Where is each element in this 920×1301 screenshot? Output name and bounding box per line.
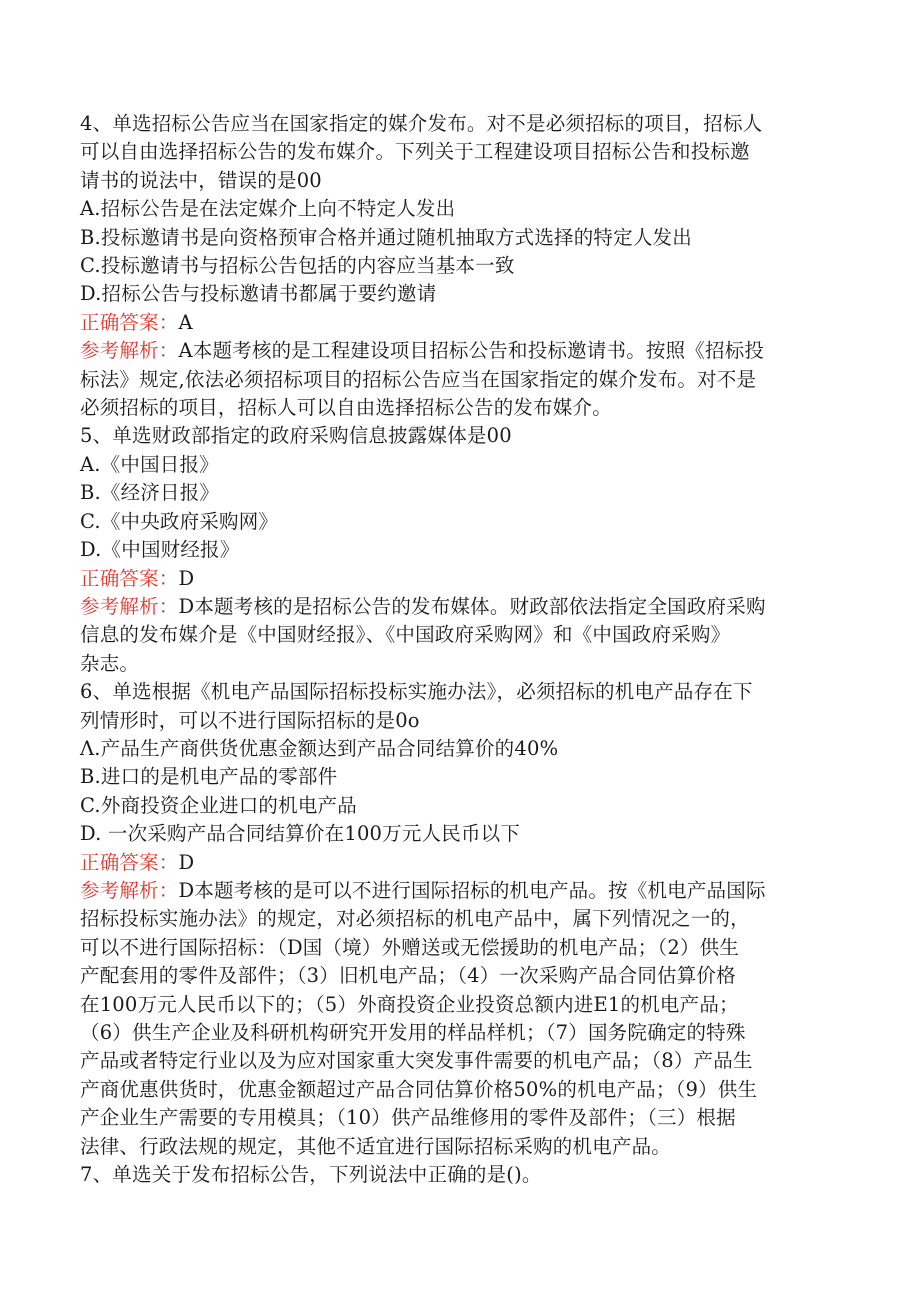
analysis-line: 法律、行政法规的规定，其他不适宜进行国际招标采购的机电产品。 — [80, 1134, 672, 1158]
question-stem-line: 可以自由选择招标公告的发布媒介。下列关于工程建设项目招标公告和投标邀 — [80, 140, 750, 164]
option-b: B.进口的是机电产品的零部件 — [80, 765, 338, 789]
option-b: B.《经济日报》 — [80, 481, 220, 505]
analysis-line: 产商优惠供货时，优惠金额超过产品合同估算价格50%的机电产品；（9）供生 — [80, 1077, 758, 1101]
answer-line — [80, 309, 838, 337]
analysis-line: 产企业生产需要的专用模具；（10）供产品维修用的零件及部件；（三）根据 — [80, 1106, 736, 1130]
option-d: D. 一次采购产品合同结算价在100万元人民币以下 — [80, 822, 521, 846]
option-a: A.招标公告是在法定媒介上向不特定人发出 — [80, 197, 456, 221]
answer-label: 正确答案： — [80, 310, 179, 334]
analysis-line: 产品或者特定行业以及为应对国家重大突发事件需要的机电产品；（8）产品生 — [80, 1049, 753, 1073]
question-5 — [80, 422, 838, 678]
analysis-line: （6）供生产企业及科研机构研究开发用的样品样机；（7）国务院确定的特殊 — [80, 1021, 746, 1044]
analysis-label: 参考解析： — [80, 339, 179, 363]
question-stem-line: 列情形时，可以不进行国际招标的是0o — [80, 708, 420, 732]
option-a: A.《中国日报》 — [80, 452, 219, 476]
analysis-line — [80, 337, 838, 365]
analysis-label: 参考解析： — [80, 594, 179, 618]
answer-value: D — [178, 850, 195, 874]
answer-value: D — [178, 566, 195, 590]
analysis-line: 可以不进行国际招标：（D国（境）外赠送或无偿援助的机电产品；（2）供生 — [80, 935, 740, 959]
option-c: C.投标邀请书与招标公告包括的内容应当基本一致 — [80, 254, 515, 278]
option-d: D.《中国财经报》 — [80, 538, 240, 562]
option-c: C.《中央政府采购网》 — [80, 509, 279, 533]
answer-label: 正确答案： — [80, 850, 179, 874]
analysis-line — [80, 877, 838, 905]
analysis-text: D本题考核的是可以不进行国际招标的机电产品。按《机电产品国际 — [178, 878, 766, 902]
answer-line — [80, 849, 838, 877]
option-d: D.招标公告与投标邀请书都属于要约邀请 — [80, 282, 437, 306]
analysis-line: 在100万元人民币以下的；（5）外商投资企业投资总额内进E1的机电产品； — [80, 992, 739, 1016]
question-stem-line: 请书的说法中，错误的是00 — [80, 168, 322, 192]
question-stem-line: 5、单选财政部指定的政府采购信息披露媒体是00 — [80, 424, 512, 448]
answer-value: A — [178, 310, 193, 334]
answer-label: 正确答案： — [80, 566, 179, 590]
question-6 — [80, 678, 838, 1161]
analysis-line: 信息的发布媒介是《中国财经报》、《中国政府采购网》和《中国政府采购》 — [80, 623, 731, 647]
option-c: C.外商投资企业进口的机电产品 — [80, 793, 357, 817]
analysis-line: 杂志。 — [80, 651, 140, 675]
question-stem-line: 7、单选关于发布招标公告，下列说法中正确的是()。 — [80, 1163, 542, 1187]
document-page — [80, 110, 838, 1189]
analysis-line: 必须招标的项目，招标人可以自由选择招标公告的发布媒介。 — [80, 396, 612, 420]
analysis-label: 参考解析： — [80, 878, 179, 902]
analysis-text: A本题考核的是工程建设项目招标公告和投标邀请书。按照《招标投 — [178, 339, 765, 363]
question-stem-line: 4、单选招标公告应当在国家指定的媒介发布。对不是必须招标的项目，招标人 — [80, 112, 763, 135]
answer-line — [80, 565, 838, 593]
analysis-line: 产配套用的零件及部件；（3）旧机电产品；（4）一次采购产品合同估算价格 — [80, 964, 736, 988]
question-stem-line: 6、单选根据《机电产品国际招标投标实施办法》，必须招标的机电产品存在下 — [80, 680, 753, 704]
analysis-line: 标法》规定,依法必须招标项目的招标公告应当在国家指定的媒介发布。对不是 — [80, 367, 757, 391]
question-7 — [80, 1161, 838, 1189]
question-4 — [80, 110, 838, 422]
analysis-line: 招标投标实施办法》的规定，对必须招标的机电产品中，属下列情况之一的， — [80, 907, 750, 931]
option-b: B.投标邀请书是向资格预审合格并通过随机抽取方式选择的特定人发出 — [80, 225, 692, 249]
analysis-line — [80, 593, 838, 621]
analysis-text: D本题考核的是招标公告的发布媒体。财政部依法指定全国政府采购 — [178, 594, 766, 618]
option-a: Λ.产品生产商供货优惠金额达到产品合同结算价的40% — [80, 736, 559, 760]
